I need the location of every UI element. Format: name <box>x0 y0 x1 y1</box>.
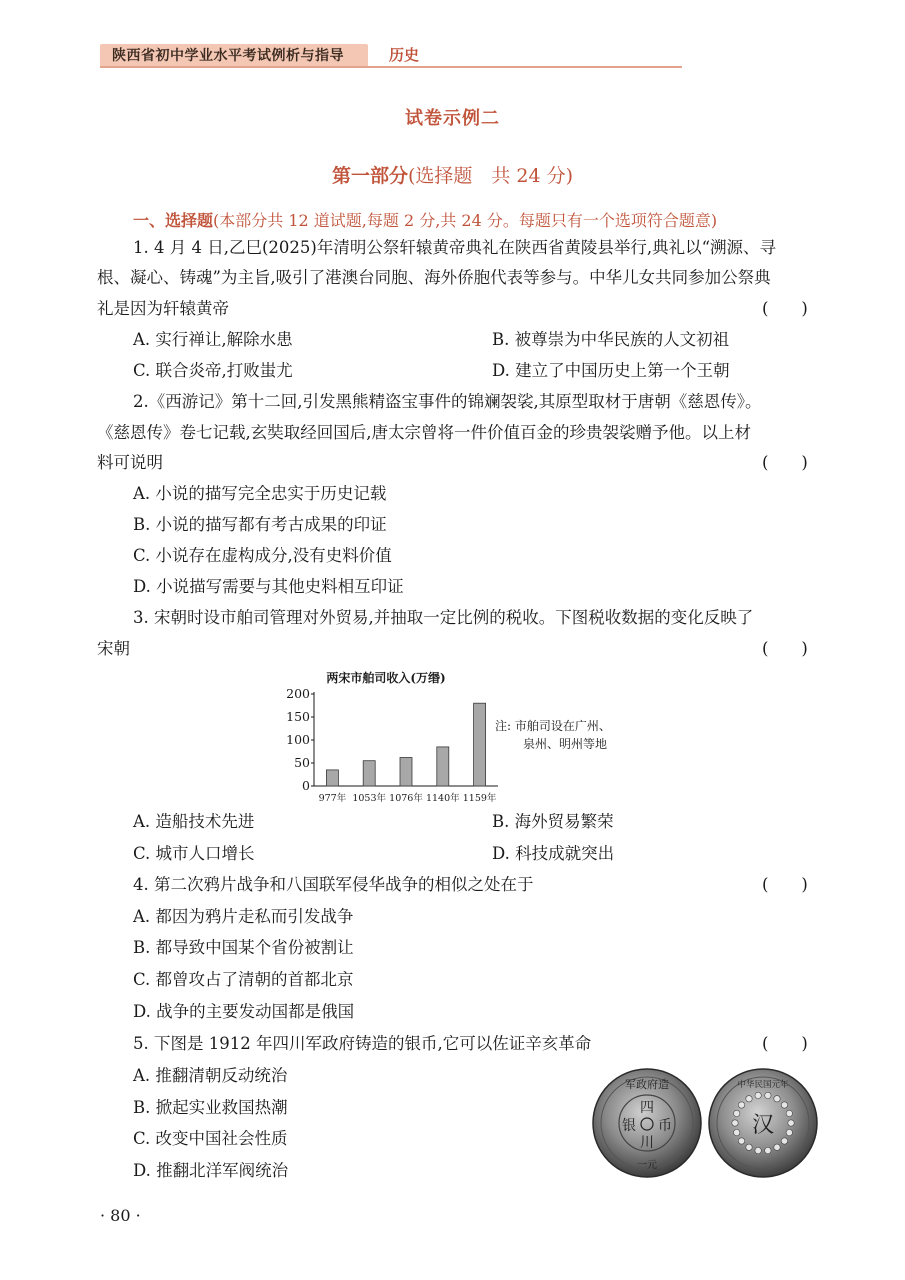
coin-ornament-dot <box>765 1147 771 1153</box>
y-tick-label: 150 <box>286 709 310 724</box>
section-note: (本部分共 12 道试题,每题 2 分,共 24 分。每题只有一个选项符合题意) <box>213 211 718 230</box>
chart-note <box>495 717 611 753</box>
q1-line: 1. 4 月 4 日,乙巳(2025)年清明公祭轩辕黄帝典礼在陕西省黄陵县举行,典礼以“溯源、寻 <box>133 238 777 257</box>
answer-bracket: ( ) <box>762 639 808 658</box>
coin-back-top: 中华民国元年 <box>737 1080 789 1090</box>
header-rule <box>100 66 682 68</box>
section-label: 一、选择题 <box>133 211 214 230</box>
q3-option: C. 城市人口增长 <box>133 844 255 863</box>
q3-option: B. 海外贸易繁荣 <box>492 812 614 831</box>
x-tick-label: 1053年 <box>352 793 387 804</box>
q2-option: A. 小说的描写完全忠实于历史记载 <box>133 484 387 503</box>
book-title: 陕西省初中学业水平考试例析与指导 <box>112 48 344 64</box>
coin-front-center-left: 银 <box>622 1118 636 1134</box>
q2-option: C. 小说存在虚构成分,没有史料价值 <box>133 546 392 565</box>
coin-ornament-dot <box>746 1144 752 1150</box>
q4-stem: 4. 第二次鸦片战争和八国联军侵华战争的相似之处在于 <box>133 875 534 894</box>
coin-ornament-dot <box>733 1110 739 1116</box>
q1-option: B. 被尊崇为中华民族的人文初祖 <box>492 330 730 349</box>
answer-bracket: ( ) <box>762 453 808 472</box>
coin-ornament-dot <box>774 1096 780 1102</box>
q3-option: A. 造船技术先进 <box>133 812 255 831</box>
x-tick-label: 1159年 <box>462 793 497 804</box>
coin-ornament-dot <box>755 1147 761 1153</box>
coin-ornament-dot <box>765 1092 771 1098</box>
bar <box>363 761 375 786</box>
coin-front-center-bottom: 川 <box>640 1135 654 1151</box>
bar <box>326 770 338 786</box>
y-tick-label: 50 <box>294 755 310 770</box>
q1-option: C. 联合炎帝,打败蚩尤 <box>133 361 293 380</box>
chart-title: 两宋市舶司收入(万缗) <box>326 671 446 685</box>
coin-back-center: 汉 <box>751 1113 775 1138</box>
q1-line: 礼是因为轩辕黄帝 <box>97 299 229 318</box>
q3-line: 3. 宋朝时设市舶司管理对外贸易,并抽取一定比例的税收。下图税收数据的变化反映了 <box>133 608 754 627</box>
bar <box>474 703 486 786</box>
page-number: · 80 · <box>100 1206 141 1225</box>
q2-line: 料可说明 <box>97 453 163 472</box>
q2-option: B. 小说的描写都有考古成果的印证 <box>133 515 387 534</box>
chart-note-line: 注: 市舶司设在广州、 <box>495 719 611 733</box>
section-heading <box>133 208 717 231</box>
coin-ornament-dot <box>788 1120 794 1126</box>
coin-ornament-dot <box>786 1110 792 1116</box>
q1-option: D. 建立了中国历史上第一个王朝 <box>492 361 730 380</box>
answer-bracket: ( ) <box>762 1034 808 1053</box>
coin-ornament-dot <box>786 1129 792 1135</box>
q4-option: C. 都曾攻占了清朝的首都北京 <box>133 970 354 989</box>
coin-ornament-dot <box>738 1102 744 1108</box>
part-main: 第一部分 <box>331 165 408 187</box>
silver-coin-front-image <box>592 1068 702 1178</box>
answer-bracket: ( ) <box>762 875 808 894</box>
q5-stem: 5. 下图是 1912 年四川军政府铸造的银币,它可以佐证辛亥革命 <box>133 1034 592 1053</box>
customs-revenue-chart <box>280 666 510 808</box>
part-title <box>0 161 905 188</box>
q3-line: 宋朝 <box>97 639 130 658</box>
answer-bracket: ( ) <box>762 299 808 318</box>
q2-line: 《慈恩传》卷七记载,玄奘取经回国后,唐太宗曾将一件价值百金的珍贵袈裟赠予他。以上材 <box>97 423 751 442</box>
q1-line: 根、凝心、铸魂”为主旨,吸引了港澳台同胞、海外侨胞代表等参与。中华儿女共同参加公祭典 <box>97 268 771 287</box>
coin-front-center-top: 四 <box>640 1100 654 1116</box>
part-detail: (选择题 共 24 分) <box>407 165 574 187</box>
q4-option: D. 战争的主要发动国都是俄国 <box>133 1002 355 1021</box>
bar <box>400 757 412 786</box>
q1-option: A. 实行禅让,解除水患 <box>133 330 293 349</box>
coin-ornament-dot <box>733 1129 739 1135</box>
coin-ornament-dot <box>781 1138 787 1144</box>
coin-front-top: 军政府造 <box>625 1078 669 1091</box>
q5-option: D. 推翻北洋军阀统治 <box>133 1161 289 1180</box>
y-tick-label: 0 <box>302 778 310 793</box>
q2-line: 2.《西游记》第十二回,引发黑熊精盗宝事件的锦斓袈裟,其原型取材于唐朝《慈恩传》。 <box>133 392 762 411</box>
coin-front-center-right: 币 <box>658 1118 672 1134</box>
coin-ornament-dot <box>738 1138 744 1144</box>
silver-coin-back-image <box>708 1068 818 1178</box>
coin-front-bottom: 一元 <box>637 1160 657 1171</box>
q4-option: B. 都导致中国某个省份被割让 <box>133 938 354 957</box>
bar <box>437 747 449 786</box>
x-tick-label: 1076年 <box>389 793 423 804</box>
q5-option: C. 改变中国社会性质 <box>133 1129 288 1148</box>
q5-option: B. 掀起实业救国热潮 <box>133 1098 288 1117</box>
coin-ornament-dot <box>781 1102 787 1108</box>
coin-ornament-dot <box>755 1092 761 1098</box>
q4-option: A. 都因为鸦片走私而引发战争 <box>133 907 354 926</box>
y-tick-label: 200 <box>286 686 310 701</box>
y-tick-label: 100 <box>286 732 310 747</box>
coin-ornament-dot <box>774 1144 780 1150</box>
subject-label: 历史 <box>389 46 420 64</box>
chart-note-line: 泉州、明州等地 <box>523 737 608 751</box>
q3-option: D. 科技成就突出 <box>492 844 615 863</box>
paper-title: 试卷示例二 <box>405 108 500 129</box>
x-tick-label: 977年 <box>318 793 347 804</box>
q5-option: A. 推翻清朝反动统治 <box>133 1066 288 1085</box>
q2-option: D. 小说描写需要与其他史料相互印证 <box>133 577 404 596</box>
x-tick-label: 1140年 <box>425 793 460 804</box>
coin-ornament-dot <box>746 1096 752 1102</box>
coin-ornament-dot <box>732 1120 738 1126</box>
